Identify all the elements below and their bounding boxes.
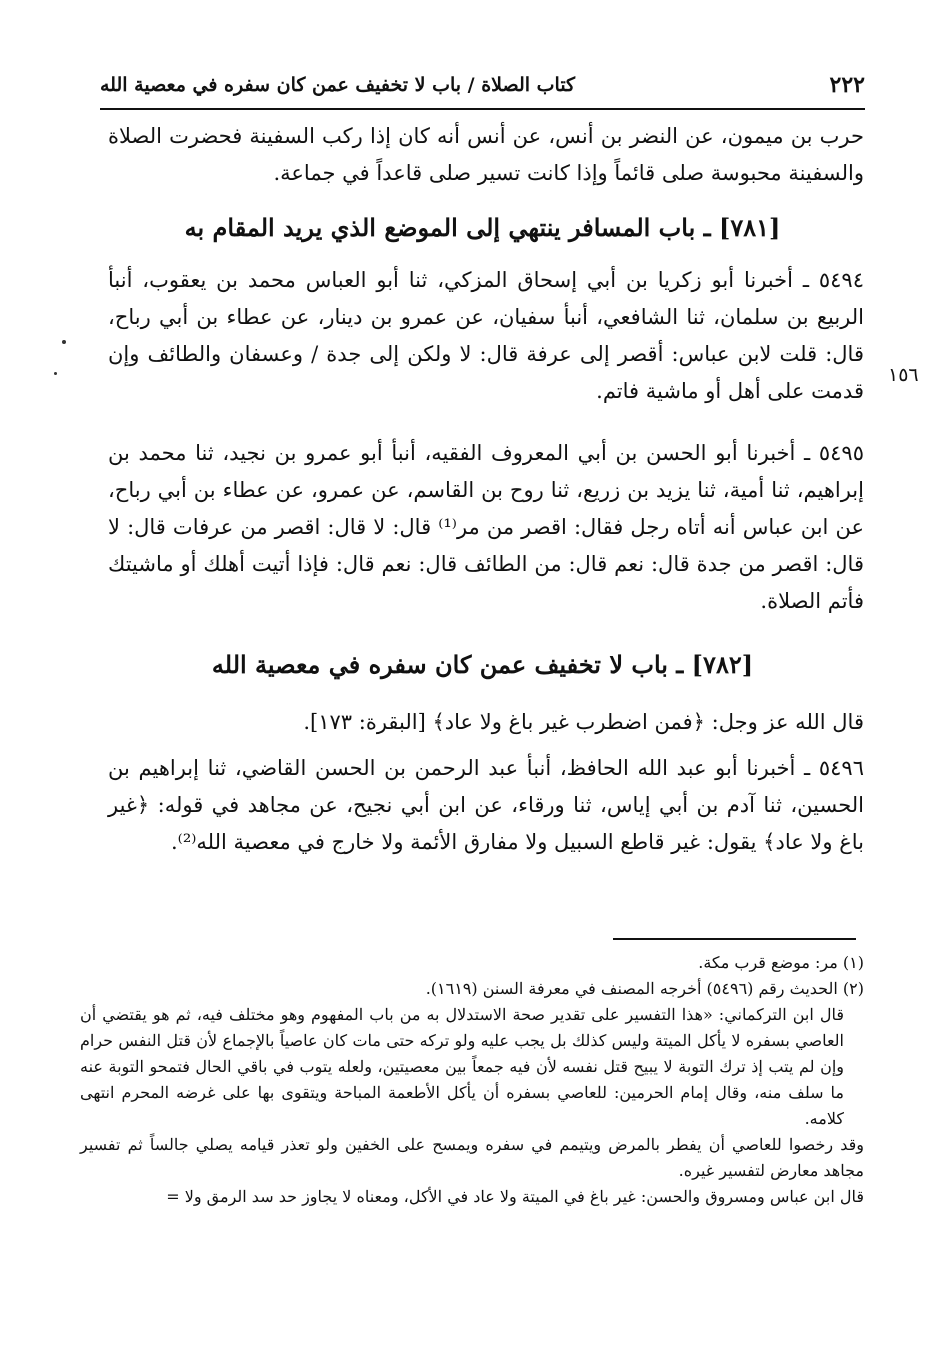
- hadith-5496: ٥٤٩٦ ـ أخبرنا أبو عبد الله الحافظ، أنبأ عبد الرحمن بن الحسن القاضي، ثنا إبراهيم بن الحسين، ثنا آدم بن أبي إياس، ثنا ورقاء، عن ابن أبي نجيح، عن مجاهد في قوله: ﴿غير باغ ولا عاد﴾ يقول: غير قاطع السبيل ولا مفارق الأئمة ولا خارج في معصية الله⁽²⁾.: [108, 756, 864, 854]
- running-title: كتاب الصلاة / باب لا تخفيف عمن كان سفره في معصية الله: [100, 74, 576, 96]
- quran-verse-line: قال الله عز وجل: ﴿فمن اضطرب غير باغ ولا عاد﴾ [البقرة: ١٧٣].: [303, 710, 864, 734]
- footnote-separator: [613, 938, 856, 940]
- margin-page-number: ١٥٦: [888, 364, 919, 386]
- hadith-5495: ٥٤٩٥ ـ أخبرنا أبو الحسن بن أبي المعروف الفقيه، أنبأ أبو عمرو بن نجيد، ثنا محمد بن إبراهيم، ثنا أمية، ثنا يزيد بن زريع، ثنا روح بن القاسم، عن عمرو، عن عطاء بن أبي رباح، عن ابن عباس أنه أتاه رجل فقال: اقصر من مر⁽¹⁾ قال: لا قال: اقصر من عرفات قال: لا قال: اقصر من جدة قال: نعم قال: من الطائف قال: نعم قال: فإذا أتيت أهلك أو ماشيتك فأتم الصلاة.: [108, 441, 864, 613]
- chapter-heading-781: [٧٨١] ـ باب المسافر ينتهي إلى الموضع الذي يريد المقام به: [184, 213, 781, 242]
- ink-dot: [54, 372, 57, 375]
- continuation-paragraph: حرب بن ميمون، عن النضر بن أنس، عن أنس أنه كان إذا ركب السفينة فحضرت الصلاة والسفينة محبوسة صلى قائماً وإذا كانت تسير صلى قاعداً في جماعة.: [108, 124, 864, 185]
- chapter-heading-782: [٧٨٢] ـ باب لا تخفيف عمن كان سفره في معصية الله: [211, 650, 754, 679]
- footnote-2-paragraph: قال ابن التركماني: «هذا التفسير على تقدير صحة الاستدلال به من باب المفهوم وهو مختلف فيه، ثم هو يقتضي أن العاصي بسفره لا يأكل الميتة وليس كذلك بل يجب عليه ولو تركه حتى مات كان عاصياً بالإجماع لأن قتل النفس حرام وإن لم يتب إذ ترك التوبة لا يبيح قتل نفسه لأن فيه جمعاً بين معصيتين، ولعله يتوب في باقي الحال فتمحو التوبة عنه ما سلف منه، وقال إمام الحرمين: للعاصي بسفره أن يأكل الأطعمة المباحة ويتقوى بها على غرضه المحرم انتهى كلامه.: [80, 1005, 844, 1128]
- footnote-2-paragraph: قال ابن عباس ومسروق والحسن: غير باغ في الميتة ولا عاد في الأكل، ومعناه لا يجاوز حد سد الرمق ولا =: [166, 1187, 864, 1206]
- hadith-5494: ٥٤٩٤ ـ أخبرنا أبو زكريا بن أبي إسحاق المزكي، ثنا أبو العباس محمد بن يعقوب، أنبأ الربيع بن سلمان، ثنا الشافعي، أنبأ سفيان، عن عمرو بن دينار، عن عطاء بن أبي رباح، قال: قلت لابن عباس: أقصر إلى عرفة قال: لا ولكن إلى جدة / وعسفان والطائف وإن قدمت على أهل أو ماشية فاتم.: [108, 268, 864, 403]
- page-header: [100, 68, 865, 110]
- footnote-2: (٢) الحديث رقم (٥٤٩٦) أخرجه المصنف في معرفة السنن (١٦١٩).: [425, 979, 864, 998]
- footnote-2-paragraph: وقد رخصوا للعاصي أن يفطر بالمرض ويتيمم في سفره ويمسح على الخفين ولو تعذر قيامه يصلي جالساً ثم تفسير مجاهد معارض لتفسير غيره.: [80, 1135, 864, 1180]
- page-number: ٢٢٢: [829, 72, 865, 98]
- footnote-1: (١) مر: موضع قرب مكة.: [698, 953, 864, 972]
- footnotes: [80, 950, 864, 1210]
- ink-dot: [62, 340, 66, 344]
